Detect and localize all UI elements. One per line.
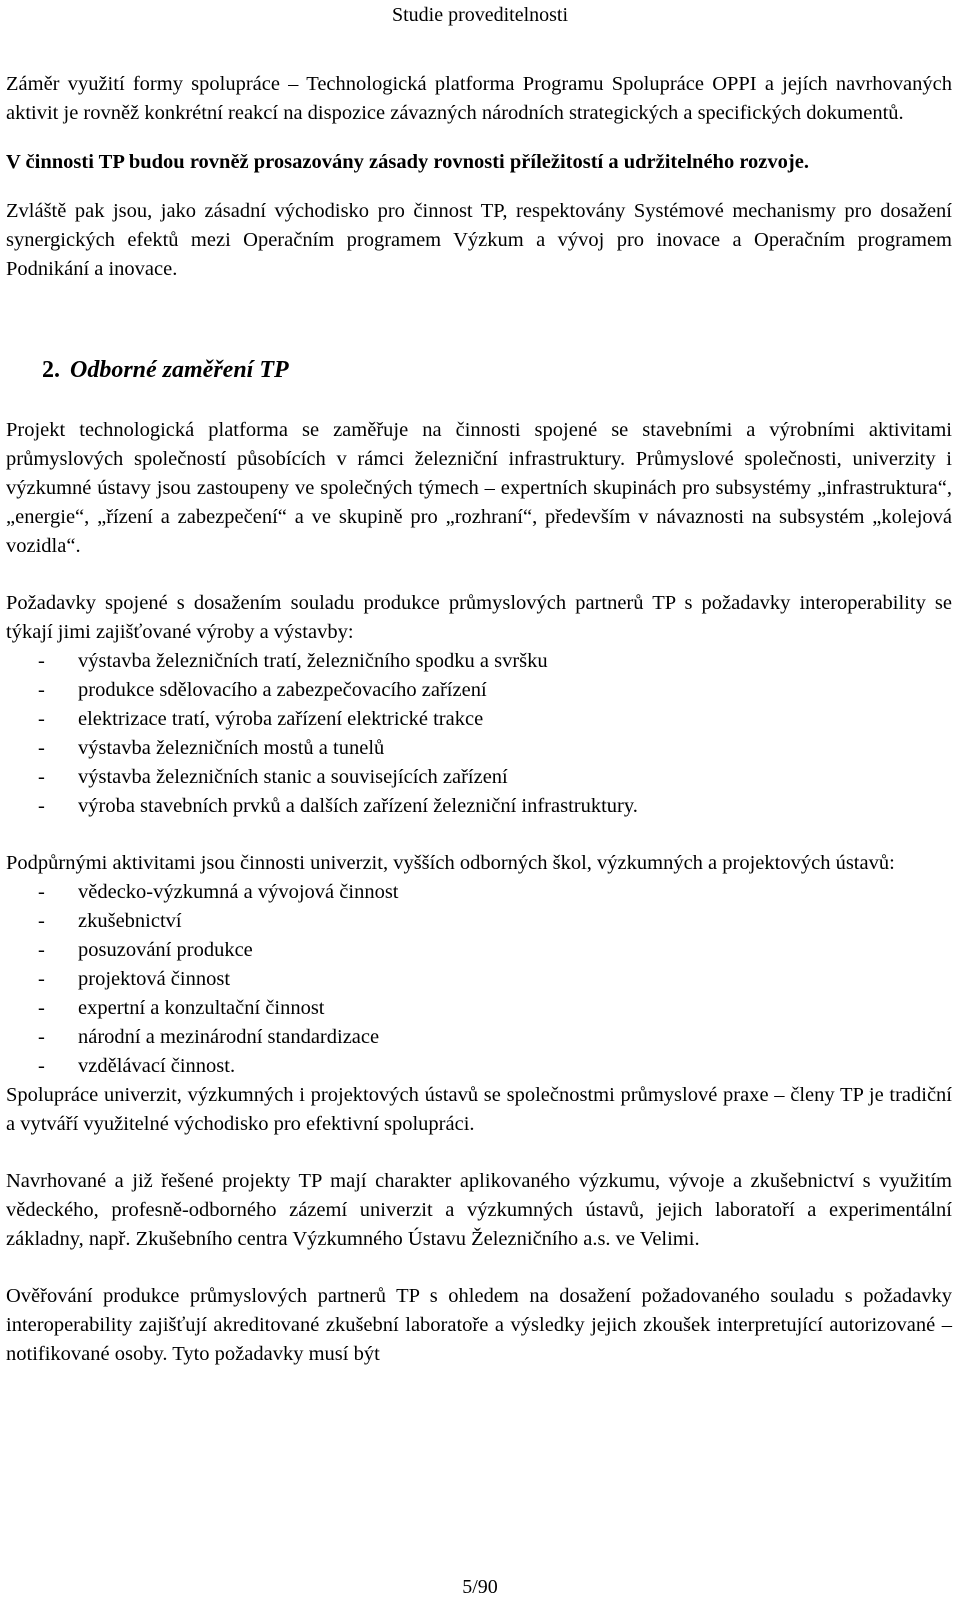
list-item: - expertní a konzultační činnost [6,994,952,1023]
running-header: Studie proveditelnosti [391,4,569,26]
section-number: 2. [42,357,60,383]
paragraph-synergy-mechanisms: Zvláště pak jsou, jako zásadní východisko pro činnost TP, respektovány Systémové mechanismy pro dosažení synergických efektů mezi Operačním programem Výzkum a vývoj pro inovace a Operačním programem Podnikání a inovace. [6,200,952,280]
page-content [6,70,952,1369]
list-item: - výstavba železničních stanic a souvisejících zařízení [6,763,952,792]
list-item: - elektrizace tratí, výroba zařízení elektrické trakce [6,705,952,734]
paragraph-project-focus: Projekt technologická platforma se zaměřuje na činnosti spojené se stavebními a výrobními aktivitami průmyslových společností působících v rámci železniční infrastruktury. Průmyslové společnosti, univerzity i výzkumné ústavy jsou zastoupeny ve společných týmech – expertních skupinách pro subsystémy „infrastruktura“, „energie“, „řízení a zabezpečení“ a ve skupině pro „rozhraní“, především v návaznosti na subsystém „kolejová vozidla“. [6,419,952,557]
paragraph-strategic-documents: Záměr využití formy spolupráce – Technologická platforma Programu Spolupráce OPPI a jejích navrhovaných aktivit je rovněž konkrétní reakcí na dispozice závazných národních strategických a specifických dokumentů. [6,73,952,124]
list-item: - výstavba železničních mostů a tunelů [6,734,952,763]
list-item: - vědecko-výzkumná a vývojová činnost [6,878,952,907]
production-list [6,647,952,821]
section-heading [6,354,952,386]
paragraph-projects: Navrhované a již řešené projekty TP mají charakter aplikovaného výzkumu, vývoje a zkušebnictví s využitím vědeckého, profesně-odborného zázemí univerzit a výzkumných ústavů, jejich laboratoří a experimentální základny, např. Zkušebního centra Výzkumného Ústavu Železničního a.s. ve Velimi. [6,1170,952,1250]
supporting-activities-list [6,878,952,1081]
section-title: Odborné zaměření TP [70,357,289,383]
list-item: - výstavba železničních tratí, železničního spodku a svršku [6,647,952,676]
paragraph-supporting-activities: Podpůrnými aktivitami jsou činnosti univerzit, vyšších odborných škol, výzkumných a projektových ústavů: [6,852,895,874]
list-item: - posuzování produkce [6,936,952,965]
list-item: - produkce sdělovacího a zabezpečovacího zařízení [6,676,952,705]
list-item: - projektová činnost [6,965,952,994]
paragraph-cooperation: Spolupráce univerzit, výzkumných i projektových ústavů se společnostmi průmyslové praxe – členy TP je tradiční a vytváří využitelné východisko pro efektivní spolupráci. [6,1084,952,1135]
list-item: - národní a mezinárodní standardizace [6,1023,952,1052]
list-item: - zkušebnictví [6,907,952,936]
paragraph-equal-opportunities: V činnosti TP budou rovněž prosazovány zásady rovnosti příležitostí a udržitelného rozvoje. [6,151,809,173]
paragraph-interoperability-requirements: Požadavky spojené s dosažením souladu produkce průmyslových partnerů TP s požadavky interoperability se týkají jimi zajišťované výroby a výstavby: [6,592,952,643]
list-item: - výroba stavebních prvků a dalších zařízení železniční infrastruktury. [6,792,952,821]
list-item: - vzdělávací činnost. [6,1052,952,1081]
paragraph-verification: Ověřování produkce průmyslových partnerů TP s ohledem na dosažení požadovaného souladu s požadavky interoperability zajišťují akreditované zkušební laboratoře a výsledky jejich zkoušek interpretující autorizované – notifikované osoby. Tyto požadavky musí být [6,1285,952,1365]
page-number: 5/90 [462,1576,498,1598]
